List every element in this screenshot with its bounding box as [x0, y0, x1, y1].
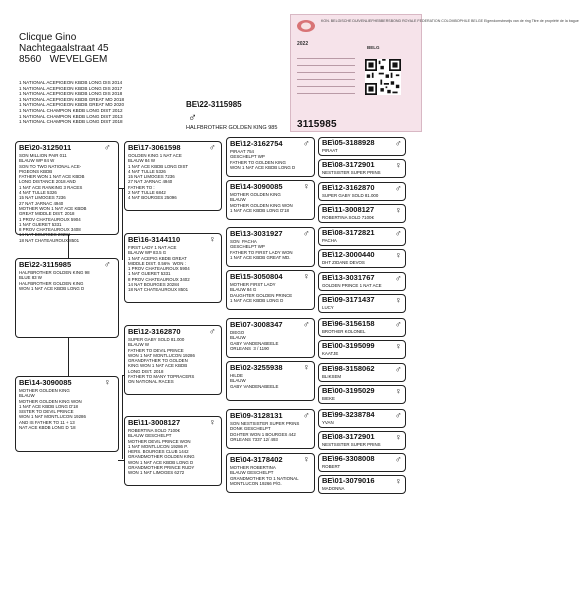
federation-logo-icon — [295, 18, 317, 34]
pedigree-card-g8 — [318, 294, 406, 313]
male-symbol-icon: ♂ — [104, 259, 111, 269]
card-ring: BE\14-3090085 — [19, 378, 72, 387]
owner-street: Nachtegaalstraat 45 — [19, 43, 109, 54]
pedigree-card-dd — [124, 416, 222, 486]
achievement-line: 1 NATIONAL CHAMPION KBDB LONG DIST 2018 — [19, 119, 123, 125]
card-ring: BE\13-3031927 — [230, 229, 283, 238]
card-text: KAATJE — [322, 351, 339, 356]
card-ring: BE\14-3090085 — [230, 182, 283, 191]
card-text: GOLDEN PRINCE 1 NAT ACE — [322, 283, 382, 288]
male-symbol-icon: ♂ — [303, 138, 310, 148]
sticker-ring-number: 3115985 — [297, 119, 337, 130]
card-text: PACHA — [322, 238, 337, 243]
card-ring: BE\08-3172821 — [322, 228, 375, 237]
card-text: MADONNA — [322, 486, 345, 491]
card-ring: BE\02-3255938 — [230, 363, 283, 372]
female-symbol-icon: ♀ — [209, 417, 216, 427]
sticker-header: KON. BELGISCHE DUIVENLIEFHEBBERSBOND ROYALE FEDERATION COLOMBOPHILE BELGE Eigendomsbewijs van de ring Titre de propriété de la bague — [321, 19, 579, 23]
female-symbol-icon: ♀ — [395, 250, 402, 260]
card-ring: BE\11-3008127 — [322, 205, 375, 214]
card-text: MOTHER GOLDEN KING BLAUW MOTHER GOLDEN KING WON 1 NAT ACE KBDB LONG D'18 SISTER TO DEVIL PRINCE WON 1 NAT MONTLUCON 19286 AND IS FATHER TO 11 + 13 NAT ACE KBDB LONG D '18 — [19, 388, 86, 431]
card-text: LUCY — [322, 305, 334, 310]
female-symbol-icon: ♀ — [395, 160, 402, 170]
card-ring: BE\08-3172901 — [322, 160, 375, 169]
card-text: PIRAAT 754 GESCHELPT WP FATHER TO GOLDEN KING WON 1 NAT ACE KBDB LONG D — [230, 149, 296, 170]
male-symbol-icon: ♂ — [395, 138, 402, 148]
card-text: HILDE BLAUW GABY VANDENABEELE — [230, 373, 279, 389]
pedigree-card-g3 — [318, 182, 406, 201]
male-symbol-icon: ♂ — [395, 364, 402, 374]
card-text: SON NESTSISTER SUPER PRINS DONK GESCHELPT DGHTER WON 1 BOURGES 442 ORLEANS 7337 12/ 493 — [230, 421, 300, 442]
male-symbol-icon: ♂ — [104, 142, 111, 152]
card-ring: BE\04-3178402 — [230, 455, 283, 464]
card-text: BROTHER KOLONEL — [322, 329, 366, 334]
card-ring: BE\99-3238784 — [322, 410, 375, 419]
female-symbol-icon: ♀ — [104, 377, 111, 387]
pedigree-card-g9 — [318, 318, 406, 337]
ring-certificate-sticker — [290, 14, 579, 132]
card-ring: BE\17-3061598 — [128, 143, 181, 152]
card-text: BLIKSEM — [322, 374, 342, 379]
pedigree-card-g2 — [318, 159, 406, 178]
female-symbol-icon: ♀ — [209, 234, 216, 244]
owner-name: Clicque Gino — [19, 32, 77, 43]
card-text: ROBERT — [322, 464, 341, 469]
card-text: GOLDEN KING 1 NAT ACE BLAUW 84 W 1 NAT ACE KBDB LONG DIST 4 NAT TULLE 5326 15 NAT LIMOGES 7236 27 NAT JARNAC 4940 FATHER TO : 2 NAT TULLE 6842 4 NAT BOURGES 25096 — [128, 153, 189, 201]
achievement-line: 1 NATIONAL ACEPIGEON KBDB GREAT MD 2018 — [19, 96, 125, 102]
female-symbol-icon: ♀ — [395, 432, 402, 442]
female-symbol-icon: ♀ — [303, 271, 310, 281]
card-text: BIEKE — [322, 396, 335, 401]
pedigree-card-g10 — [318, 340, 406, 359]
pedigree-card-ss — [124, 141, 222, 211]
pedigree-card-g6 — [318, 249, 406, 268]
card-text: DIEGO BLAUW GABY VANDENABEELE ORLEANS 3 / 1190 — [230, 330, 279, 351]
card-text: SUPER GABY SOLD 81.000 BLAUW W FATHER TO DEVIL PRINCE WON 1 NAT MONTLUCON 19286 GRANDFATHER TO GOLDEN KING WON 1 NAT ACE KBDB LONG DIST. 2018 FATHER TO MANY TOPRACERS ON NATIONAL RACES — [128, 337, 195, 385]
male-symbol-icon: ♂ — [395, 454, 402, 464]
card-text: SUPER GABY SOLD 81.000 — [322, 193, 379, 198]
qr-code-icon — [365, 59, 401, 95]
card-text: DHT ZIDANE DEVOS — [322, 260, 365, 265]
card-text: MOTHER ROBERTINA BLAUW GESCHELPT GRANDMOTHER TO 1 NATIONAL MONTLUCON 19266 P/G. — [230, 465, 299, 486]
sticker-form-lines — [297, 52, 355, 94]
pedigree-card-g15 — [318, 453, 406, 472]
card-ring: BE\13-3031767 — [322, 273, 375, 282]
card-ring: BE\05-3188928 — [322, 138, 375, 147]
pedigree-card-sd — [124, 233, 222, 303]
card-ring: BE\98-3158062 — [322, 364, 375, 373]
card-text: ROBERTINA SOLD 7100€ — [322, 215, 374, 220]
card-ring: BE\96-3156158 — [322, 319, 375, 328]
achievement-line: 1 NATIONAL CHAMPION KBDB LONG DIST 2012 — [19, 108, 123, 113]
female-symbol-icon: ♀ — [395, 205, 402, 215]
card-text: MOTHER FIRST LADY BLAUW 84 G DAUGHTER GOLDEN PRINCE 1 NAT ACE KBDB LONG D — [230, 282, 293, 303]
female-symbol-icon: ♀ — [395, 386, 402, 396]
card-ring: BE\12-3162754 — [230, 139, 283, 148]
pedigree-card-ds — [124, 325, 222, 395]
male-symbol-icon: ♂ — [188, 110, 197, 124]
pedigree-card-ddd — [226, 453, 315, 493]
card-text: SON MILLION PAIR 011 BLAUW WP 84 W SON TO TWO NATIONAL ACE- PIGEONS KBDB FATHER WON 1 NAT ACE KBDB LONG DISTANCE 2018 AND 1 NAT ACE RANKING 3 RACES 4 NAT TULLE 5326 15 NAT LIMOGES 7236 27 NAT JARNAC 4940 MOTHER WON 1 NAT ACE KBDB GREAT MIDDLE DIST. 2018 1 PROV CHATEAUROUX 5904 1 NAT GUERET 5331 8 PROV CHATEAUROUX 3408 14 NAT BOURGES 20284 18 NAT CHATEAUROUX 8501 — [19, 153, 87, 243]
card-ring: BE\00-3195099 — [322, 341, 375, 350]
card-ring: BE\01-3079016 — [322, 476, 375, 485]
owner-postcode — [19, 54, 107, 65]
male-symbol-icon: ♂ — [209, 326, 216, 336]
achievement-line: 1 NATIONAL CHAMPION KBDB LONG DIST 2013 — [19, 113, 123, 119]
female-symbol-icon: ♀ — [303, 362, 310, 372]
card-text: NESTSISTER SUPER PRINS — [322, 442, 381, 447]
achievement-line: 1 NATIONAL ACEPIGEON KBDB LONG DIS 2017 — [19, 85, 123, 91]
owner-postcode-value: 8560 — [19, 54, 42, 65]
male-symbol-icon: ♂ — [395, 319, 402, 329]
pedigree-card-subject — [15, 258, 119, 338]
card-ring: BE\09-3128131 — [230, 411, 283, 420]
card-text: HALFBROTHER GOLDEN KING 98 BLUE 83 W HALFBROTHER GOLDEN KING WON 1 NAT ACE KBDB LONG D — [19, 270, 90, 291]
pedigree-card-sire — [15, 141, 119, 243]
achievement-line: 1 NATIONAL ACEPIGEON KBDB GREAT MD 2020 — [19, 102, 125, 108]
pedigree-card-g4 — [318, 204, 406, 223]
card-ring: BE\12-3162870 — [128, 327, 181, 336]
card-text: FIRST LADY 1 NAT ACE BLAUW WP 83.5 G 1 NAT ACEPIG KBDB GREAT MIDDLE DIST. 0.56% WON : 1 PROV CHATEAUROUX 5904 1 NAT GUERET 5331 8 PROV CHATEAUROUX 3402 14 NAT BOURGES 20284 18 NAT CHATEAUROUX 8501 — [128, 245, 190, 293]
sticker-year: 2022 — [297, 41, 309, 47]
pedigree-card-dam — [15, 376, 119, 452]
male-symbol-icon: ♂ — [395, 228, 402, 238]
pedigree-card-g1 — [318, 137, 406, 156]
card-ring: BE\12-3000440 — [322, 250, 375, 259]
card-text: ROBERTINA SOLD 7100€ BLAUW GESCHELPT MOTHER DEVIL PRINCE WON 1 NAT MONTLUCON 19286 P. HERS. BOURGES CLUB 1442 GRANDMOTHER GOLDEN KING WON 1 NAT ACE KBDB LONG D GRANDMOTHER PRINCE RUDY WON 1 NAT LIMOGES 6272 — [128, 428, 195, 476]
card-ring: BE\96-3308008 — [322, 454, 375, 463]
pedigree-card-dsd — [226, 361, 315, 401]
male-symbol-icon: ♂ — [303, 228, 310, 238]
card-ring: BE\20-3125011 — [19, 143, 72, 152]
pedigree-card-g12 — [318, 385, 406, 404]
pedigree-card-dss — [226, 318, 315, 358]
male-symbol-icon: ♂ — [303, 319, 310, 329]
pedigree-card-g14 — [318, 431, 406, 450]
female-symbol-icon: ♀ — [395, 295, 402, 305]
card-text: SON PACHA GESCHELPT WP FATHER TO FIRST LADY WON 1 NAT ACE KBDB GREAT MD. — [230, 239, 293, 260]
card-text: PIRAAT — [322, 148, 338, 153]
male-symbol-icon: ♂ — [395, 410, 402, 420]
card-text: NESTSISTER SUPER PRINS — [322, 170, 381, 175]
female-symbol-icon: ♀ — [303, 181, 310, 191]
card-text: YVAN — [322, 420, 334, 425]
male-symbol-icon: ♂ — [395, 273, 402, 283]
card-text: MOTHER GOLDEN KING BLAUW MOTHER GOLDEN KING WON 1 NAT ACE KBDB LONG D'18 — [230, 192, 293, 213]
connector-line — [122, 375, 123, 459]
pedigree-card-g11 — [318, 363, 406, 382]
pedigree-card-g16 — [318, 475, 406, 494]
female-symbol-icon: ♀ — [395, 341, 402, 351]
pedigree-card-sss — [226, 137, 315, 177]
pedigree-card-ssd — [226, 180, 315, 220]
owner-city: WEVELGEM — [49, 54, 108, 65]
card-ring: BE\08-3172901 — [322, 432, 375, 441]
card-ring: BE\09-3171437 — [322, 295, 375, 304]
card-ring: BE\16-3144110 — [128, 235, 181, 244]
card-ring: BE\11-3008127 — [128, 418, 181, 427]
male-symbol-icon: ♂ — [395, 183, 402, 193]
pedigree-card-g13 — [318, 409, 406, 428]
pedigree-card-sds — [226, 227, 315, 267]
card-ring: BE\22-3115985 — [19, 260, 72, 269]
card-ring: BE\00-3195029 — [322, 386, 375, 395]
card-ring: BE\07-3008347 — [230, 320, 283, 329]
connector-line — [122, 188, 123, 260]
female-symbol-icon: ♀ — [303, 454, 310, 464]
pedigree-card-g5 — [318, 227, 406, 246]
achievement-line: 1 NATIONAL ACEPIGEON KBDB LONG DIS 2014 — [19, 80, 123, 85]
pedigree-card-dds — [226, 409, 315, 449]
achievement-line: 1 NATIONAL ACEPIGEON KBDB LONG DIS 2018 — [19, 91, 123, 97]
female-symbol-icon: ♀ — [395, 476, 402, 486]
card-ring: BE\15-3050804 — [230, 272, 283, 281]
sticker-country: BELG — [367, 45, 380, 50]
card-ring: BE\12-3162870 — [322, 183, 375, 192]
subject-ring: BE\22-3115985 — [186, 100, 242, 109]
pedigree-card-g7 — [318, 272, 406, 291]
male-symbol-icon: ♂ — [303, 410, 310, 420]
subject-note: HALFBROTHER GOLDEN KING 985 — [186, 125, 278, 131]
pedigree-card-sdd — [226, 270, 315, 310]
male-symbol-icon: ♂ — [209, 142, 216, 152]
